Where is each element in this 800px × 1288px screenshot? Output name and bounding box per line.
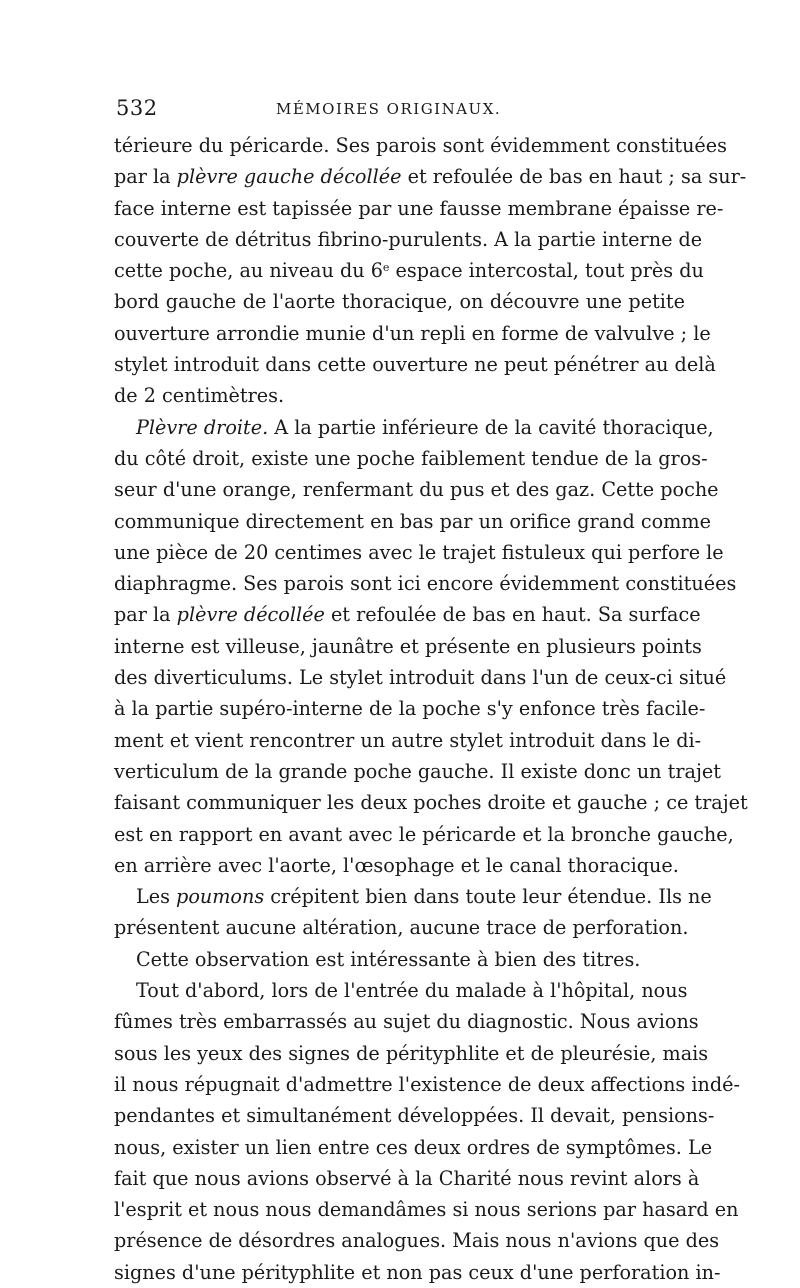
text-line: ment et vient rencontrer un autre stylet introduit dans le di- — [114, 728, 702, 752]
text-line: verticulum de la grande poche gauche. Il existe donc un trajet — [114, 759, 721, 783]
text-line: il nous répugnait d'admettre l'existence de deux affections indé- — [114, 1072, 740, 1096]
page-header — [116, 96, 686, 124]
text-line: couverte de détritus fibrino-purulents. A la partie interne de — [114, 227, 703, 251]
italic-term: poumons — [176, 885, 265, 909]
text-line: par la plèvre gauche décollée et refoulée de bas en haut ; sa sur- — [114, 165, 747, 189]
text-line: Cette observation est intéressante à bien des titres. — [136, 947, 641, 971]
section-label: Plèvre droite. — [136, 415, 269, 439]
text-line: ouverture arrondie munie d'un repli en forme de valvulve ; le — [114, 321, 711, 345]
text-line: l'esprit et nous nous demandâmes si nous serions par hasard en — [114, 1198, 739, 1222]
text-line: signes d'une pérityphlite et non pas ceux d'une perforation in- — [114, 1260, 721, 1284]
text-line: présentent aucune altération, aucune trace de perforation. — [114, 916, 689, 940]
text-line: térieure du péricarde. Ses parois sont évidemment constituées — [114, 134, 727, 157]
running-title: MÉMOIRES ORIGINAUX. — [276, 100, 502, 118]
text-line: une pièce de 20 centimes avec le trajet fistuleux qui perfore le — [114, 540, 724, 564]
text-line: fûmes très embarrassés au sujet du diagnostic. Nous avions — [114, 1010, 699, 1034]
text-line: fait que nous avions observé à la Charité nous revint alors à — [114, 1166, 700, 1190]
text-line: Plèvre droite. A la partie inférieure de la cavité thoracique, — [136, 415, 714, 439]
text-line: interne est villeuse, jaunâtre et présente en plusieurs points — [114, 634, 702, 658]
text-line: des diverticulums. Le stylet introduit dans l'un de ceux-ci situé — [114, 666, 727, 690]
text-line: face interne est tapissée par une fausse membrane épaisse re- — [114, 196, 724, 220]
text-line: par la plèvre décollée et refoulée de bas en haut. Sa surface — [114, 603, 701, 627]
text-line: diaphragme. Ses parois sont ici encore évidemment constituées — [114, 572, 737, 596]
text-line: Tout d'abord, lors de l'entrée du malade à l'hôpital, nous — [136, 979, 688, 1003]
italic-term: plèvre décollée — [176, 603, 325, 627]
text-line: cette poche, au niveau du 6e espace intercostal, tout près du — [114, 259, 704, 283]
text-line: est en rapport en avant avec le péricarde et la bronche gauche, — [114, 822, 734, 846]
text-line: à la partie supéro-interne de la poche s'y enfonce très facile- — [114, 697, 706, 721]
text-line: sous les yeux des signes de pérityphlite et de pleurésie, mais — [114, 1041, 709, 1065]
text-line: communique directement en bas par un orifice grand comme — [114, 509, 711, 533]
text-line: en arrière avec l'aorte, l'œsophage et le canal thoracique. — [114, 853, 679, 877]
text-line: faisant communiquer les deux poches droite et gauche ; ce trajet — [114, 791, 748, 815]
text-line: bord gauche de l'aorte thoracique, on découvre une petite — [114, 290, 685, 314]
text-line: seur d'une orange, renfermant du pus et des gaz. Cette poche — [114, 478, 719, 502]
text-line: Les poumons crépitent bien dans toute leur étendue. Ils ne — [136, 885, 712, 909]
italic-term: plèvre gauche décollée — [176, 165, 402, 189]
text-line: stylet introduit dans cette ouverture ne peut pénétrer au delà — [114, 353, 716, 377]
text-line: présence de désordres analogues. Mais nous n'avions que des — [114, 1229, 720, 1253]
text-line: de 2 centimètres. — [114, 384, 285, 408]
text-line: du côté droit, existe une poche faiblement tendue de la gros- — [114, 446, 708, 470]
text-line: nous, exister un lien entre ces deux ordres de symptômes. Le — [114, 1135, 713, 1159]
text-line: pendantes et simultanément développées. Il devait, pensions- — [114, 1104, 715, 1128]
page-number: 532 — [116, 96, 158, 120]
body-text — [114, 130, 748, 1288]
superscript: e — [382, 261, 390, 275]
